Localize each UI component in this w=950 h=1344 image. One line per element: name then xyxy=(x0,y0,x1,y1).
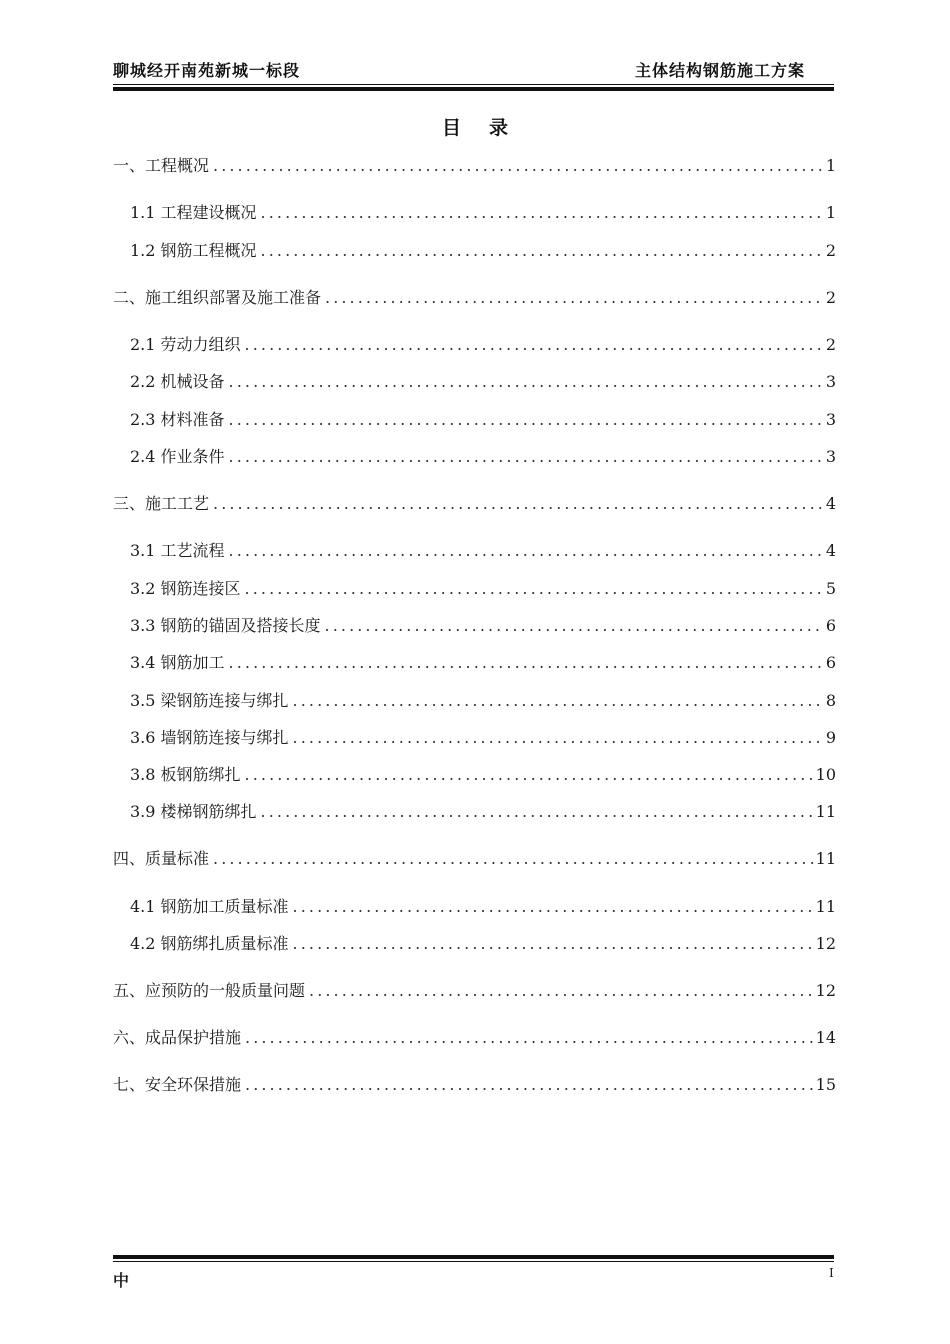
toc-page-number: 1 xyxy=(825,156,836,175)
toc-leader-dots xyxy=(245,578,824,600)
toc-entry-label: 2.2 机械设备 xyxy=(130,372,225,391)
toc-page-number: 15 xyxy=(815,1075,836,1094)
toc-leader-dots xyxy=(261,202,824,224)
toc-page-number: 11 xyxy=(815,849,836,868)
header-project-name: 聊城经开南苑新城一标段 xyxy=(113,61,301,80)
toc-leader-dots xyxy=(293,933,814,955)
footer-rule-thin xyxy=(113,1261,834,1262)
toc-page-number: 5 xyxy=(825,579,836,598)
toc-entry[interactable] xyxy=(113,1027,836,1049)
toc-leader-dots xyxy=(245,1074,814,1096)
toc-leader-dots xyxy=(213,155,824,177)
toc-subentry[interactable] xyxy=(130,371,836,393)
toc-page-number: 2 xyxy=(825,241,836,260)
toc-subentry[interactable] xyxy=(130,801,836,823)
toc-leader-dots xyxy=(325,287,824,309)
toc-subentry[interactable] xyxy=(130,727,836,749)
toc-leader-dots xyxy=(229,652,824,674)
toc-subentry[interactable] xyxy=(130,409,836,431)
toc-leader-dots xyxy=(245,1027,814,1049)
toc-entry-label: 3.6 墙钢筋连接与绑扎 xyxy=(130,728,289,747)
toc-page-number: 4 xyxy=(825,541,836,560)
toc-page-number: 12 xyxy=(815,981,836,1000)
header-rule-thin xyxy=(113,84,834,85)
toc-subentry[interactable] xyxy=(130,652,836,674)
toc-page-number: 2 xyxy=(825,335,836,354)
toc-page-number: 1 xyxy=(825,203,836,222)
toc-subentry[interactable] xyxy=(130,540,836,562)
toc-leader-dots xyxy=(293,727,824,749)
toc-leader-dots xyxy=(293,896,814,918)
toc-entry-label: 3.4 钢筋加工 xyxy=(130,653,225,672)
toc-leader-dots xyxy=(293,690,824,712)
toc-entry-label: 3.2 钢筋连接区 xyxy=(130,579,241,598)
toc-entry-label: 七、安全环保措施 xyxy=(113,1075,242,1094)
toc-leader-dots xyxy=(229,409,824,431)
toc-leader-dots xyxy=(261,801,814,823)
toc-entry-label: 五、应预防的一般质量问题 xyxy=(113,981,306,1000)
toc-leader-dots xyxy=(229,371,824,393)
footer-rule-thick xyxy=(113,1255,834,1259)
header-rule-thick xyxy=(113,87,834,91)
toc-title: 目录 xyxy=(441,117,536,139)
toc-subentry[interactable] xyxy=(130,764,836,786)
toc-subentry[interactable] xyxy=(130,690,836,712)
toc-entry-label: 3.1 工艺流程 xyxy=(130,541,225,560)
toc-subentry[interactable] xyxy=(130,933,836,955)
toc-page-number: 3 xyxy=(825,447,836,466)
toc-leader-dots xyxy=(213,493,824,515)
toc-page-number: 11 xyxy=(815,802,836,821)
toc-entry-label: 一、 xyxy=(113,156,146,175)
toc-entry-label: 4.1 钢筋加工质量标准 xyxy=(130,897,289,916)
toc-entry-label: 4.2 钢筋绑扎质量标准 xyxy=(130,934,289,953)
toc-leader-dots xyxy=(261,240,824,262)
toc-subentry[interactable] xyxy=(130,446,836,468)
toc-page-number: 2 xyxy=(825,288,836,307)
toc-entry[interactable] xyxy=(113,155,836,177)
toc-entry-label: 六、成品保护措施 xyxy=(113,1028,242,1047)
toc-entry-label: 3.5 梁钢筋连接与绑扎 xyxy=(130,691,289,710)
toc-entry-label: 2.1 劳动力组织 xyxy=(130,335,241,354)
toc-page-number: 6 xyxy=(825,653,836,672)
toc-subentry[interactable] xyxy=(130,240,836,262)
toc-entry-label-text: 工程概况 xyxy=(145,156,210,175)
toc-leader-dots xyxy=(309,980,814,1002)
toc-subentry[interactable] xyxy=(130,334,836,356)
toc-entry[interactable] xyxy=(113,287,836,309)
toc-subentry[interactable] xyxy=(130,202,836,224)
footer-page-number: I xyxy=(829,1266,834,1280)
toc-entry-label: 1.1 工程建设概况 xyxy=(130,203,257,222)
toc-entry[interactable] xyxy=(113,493,836,515)
toc-leader-dots xyxy=(245,334,824,356)
toc-page-number: 6 xyxy=(825,616,836,635)
toc-page-number: 8 xyxy=(825,691,836,710)
toc-entry-label: 1.2 钢筋工程概况 xyxy=(130,241,257,260)
header-document-title: 主体结构钢筋施工方案 xyxy=(634,61,805,80)
toc-entry-label: 3.8 板钢筋绑扎 xyxy=(130,765,241,784)
toc-leader-dots xyxy=(325,615,824,637)
toc-leader-dots xyxy=(229,446,824,468)
toc-subentry[interactable] xyxy=(130,615,836,637)
toc-entry-label: 三、施工工艺 xyxy=(113,494,210,513)
toc-entry-label: 3.3 钢筋的锚固及搭接长度 xyxy=(130,616,321,635)
toc-entry-label: 2.4 作业条件 xyxy=(130,447,225,466)
toc-page-number: 3 xyxy=(825,410,836,429)
toc-subentry[interactable] xyxy=(130,896,836,918)
toc-page-number: 14 xyxy=(815,1028,836,1047)
toc-page-number: 10 xyxy=(815,765,836,784)
toc-leader-dots xyxy=(229,540,824,562)
toc-page-number: 9 xyxy=(825,728,836,747)
toc-subentry[interactable] xyxy=(130,578,836,600)
toc-leader-dots xyxy=(245,764,814,786)
toc-page-number: 4 xyxy=(825,494,836,513)
toc-entry-label: 2.3 材料准备 xyxy=(130,410,225,429)
toc-entry[interactable] xyxy=(113,848,836,870)
toc-entry[interactable] xyxy=(113,1074,836,1096)
footer-left-text: 中 xyxy=(113,1271,130,1290)
toc-entry-label: 3.9 楼梯钢筋绑扎 xyxy=(130,802,257,821)
toc-entry[interactable] xyxy=(113,980,836,1002)
toc-entry-label: 四、质量标准 xyxy=(113,849,210,868)
toc-page-number: 3 xyxy=(825,372,836,391)
toc-page-number: 12 xyxy=(815,934,836,953)
toc-entry-label: 二、施工组织部署及施工准备 xyxy=(113,288,322,307)
toc-page-number: 11 xyxy=(815,897,836,916)
toc-leader-dots xyxy=(213,848,814,870)
